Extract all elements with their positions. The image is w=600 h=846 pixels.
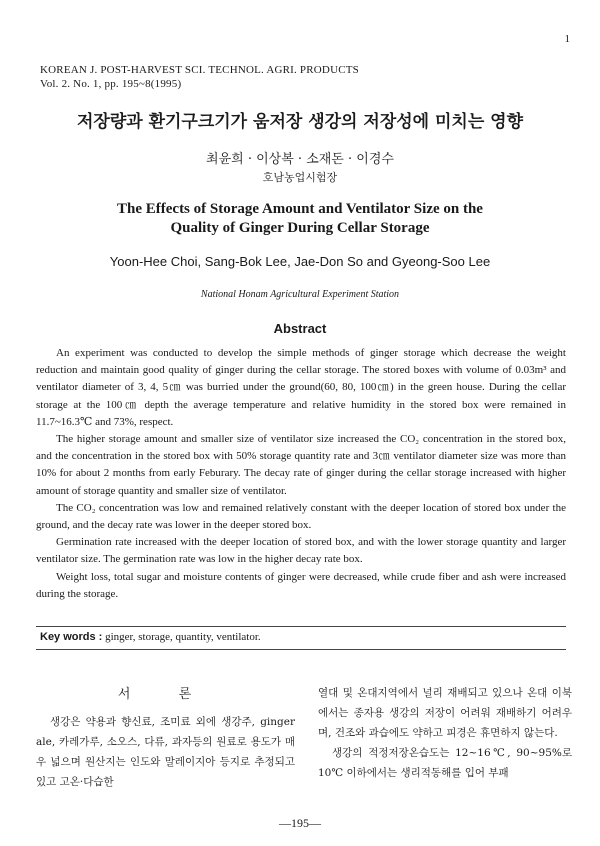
abstract-body xyxy=(36,345,566,603)
keywords-label: Key words : xyxy=(40,631,103,643)
abstract-paragraph: Weight loss, total sugar and moisture contents of ginger were decreased, while crude fiber and ash were increased during the storage. xyxy=(36,570,566,600)
footer-page-number: —195— xyxy=(279,816,321,830)
english-title-line1: The Effects of Storage Amount and Ventilator Size on the xyxy=(117,201,483,217)
journal-volume: Vol. 2. No. 1, pp. 195~8(1995) xyxy=(40,78,182,90)
intro-paragraph: 생강은 약용과 향신료, 조미료 외에 생강주, ginger ale, 카레가루, 소오스, 다류, 과자등의 원료로 용도가 매우 넓으며 원산지는 인도와 말레이지아 등지로 추정되고 있고 고온·다습한 xyxy=(36,716,295,788)
english-affiliation: National Honam Agricultural Experiment Station xyxy=(200,289,400,300)
keywords-top-rule xyxy=(36,626,566,627)
keywords-bottom-rule xyxy=(36,649,566,650)
keywords xyxy=(40,631,261,643)
korean-affiliation: 호남농업시험장 xyxy=(262,171,338,184)
page-number: 1 xyxy=(564,33,570,45)
abstract-heading: Abstract xyxy=(273,321,327,336)
korean-authors: 최윤희 · 이상복 · 소재돈 · 이경수 xyxy=(206,152,394,167)
english-title-line2: Quality of Ginger During Cellar Storage xyxy=(170,220,430,236)
english-title xyxy=(0,200,600,238)
intro-paragraph: 생강의 적정저장온습도는 12~16℃, 90~95%로 10℃ 이하에서는 생리적동해를 입어 부패 xyxy=(318,747,572,779)
intro-right-column xyxy=(318,683,572,783)
journal-name: KOREAN J. POST-HARVEST SCI. TECHNOL. AGRI. PRODUCTS xyxy=(40,64,359,76)
intro-paragraph-continued: 열대 및 온대지역에서 널리 재배되고 있으나 온대 이북에서는 종자용 생강의 저장이 어려워 재배하기 어려우며, 건조와 과습에도 약하고 피경은 휴면하지 않는다. xyxy=(318,687,572,739)
abstract-paragraph: The CO₂ concentration was low and remained relatively constant with the deeper location of stored box under the ground, and the decay rate was lower in the deeper stored box. xyxy=(36,501,566,532)
keywords-text: ginger, storage, quantity, ventilator. xyxy=(102,631,261,643)
korean-title: 저장량과 환기구크기가 움저장 생강의 저장성에 미치는 영향 xyxy=(76,112,524,132)
journal-header xyxy=(40,63,359,91)
abstract-paragraph: An experiment was conducted to develop the simple methods of ginger storage which decrease the weight reduction and maintain good quality of ginger during the cellar storage. The stored boxes with volume of 0.03m³ and ventilator diameter of 3, 4, 5㎝ was burried under the ground(60, 80, 100㎝) in the green house. During the cellar storage at the 100㎝ depth the average temperature and relative humidity in the stored box were remained in 11.7~16.3℃ and 73%, respect. xyxy=(36,347,566,428)
english-authors: Yoon-Hee Choi, Sang-Bok Lee, Jae-Don So and Gyeong-Soo Lee xyxy=(109,254,491,269)
intro-heading: 서 론 xyxy=(117,687,214,702)
abstract-paragraph: Germination rate increased with the deeper location of stored box, and with the lower storage quantity and larger ventilator size. The germination rate was low in the higher decay rate box. xyxy=(36,536,566,566)
intro-left-column xyxy=(36,683,295,792)
abstract-paragraph: The higher storage amount and smaller size of ventilator size increased the CO₂ concentration in the stored box, and the concentration in the stored box with 50% storage quantity rate and 3㎝ ventilator diameter size was more than 10% for about 2 months from early Feburary. The decay rate of ginger during the cellar storage increased with higher amount of storage quantity and smaller size of ventilator. xyxy=(36,433,566,497)
